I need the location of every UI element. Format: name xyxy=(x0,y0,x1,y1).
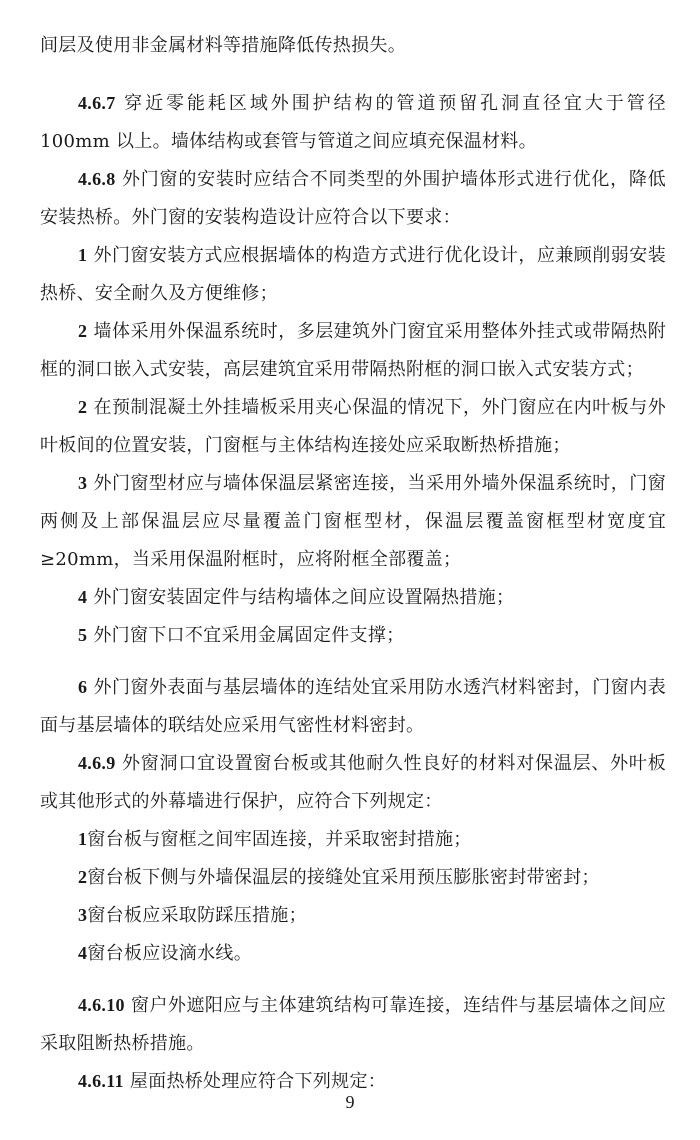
clause-4-6-8 xyxy=(40,160,666,237)
item-number: 2 xyxy=(78,397,88,417)
clause-number: 4.6.10 xyxy=(78,995,125,1015)
item-text: 外门窗型材应与墙体保温层紧密连接，当采用外墙外保温系统时，门窗两侧及上部保温层应尽量覆盖门窗框型材，保温层覆盖窗框型材宽度宜≥20mm，当采用保温附框时，应将附框全部覆盖； xyxy=(40,473,666,570)
clause-text: 外门窗的安装时应结合不同类型的外围护墙体形式进行优化，降低安装热桥。外门窗的安装构造设计应符合以下要求： xyxy=(40,169,666,228)
item-text: 在预制混凝土外挂墙板采用夹心保温的情况下，外门窗应在内叶板与外叶板间的位置安装，门窗框与主体结构连接处应采取断热桥措施； xyxy=(40,397,666,456)
clause-4-6-7 xyxy=(40,84,666,161)
clause-number: 4.6.8 xyxy=(78,169,116,189)
clause-text: 屋面热桥处理应符合下列规定： xyxy=(129,1071,387,1092)
item-number: 6 xyxy=(78,677,88,697)
item-6-sealing xyxy=(40,668,666,745)
item-number: 5 xyxy=(78,625,88,645)
clause-number: 4.6.7 xyxy=(78,93,116,113)
item-3-profile-insulation xyxy=(40,464,666,579)
item-number: 4 xyxy=(78,943,88,963)
item-text: 墙体采用外保温系统时，多层建筑外门窗宜采用整体外挂式或带隔热附框的洞口嵌入式安装，高层建筑宜采用带隔热附框的洞口嵌入式安装方式； xyxy=(40,321,666,380)
item-text: 外门窗安装方式应根据墙体的构造方式进行优化设计，应兼顾削弱安装热桥、安全耐久及方便维修； xyxy=(40,245,666,304)
item-number: 1 xyxy=(78,829,88,849)
item-text: 外门窗下口不宜采用金属固定件支撑； xyxy=(93,625,405,646)
clause-text: 外窗洞口宜设置窗台板或其他耐久性良好的材料对保温层、外叶板或其他形式的外幕墙进行保护，应符合下列规定： xyxy=(40,753,666,812)
item-text: 窗台板应设滴水线。 xyxy=(87,943,253,964)
paragraph-continuation: 间层及使用非金属材料等措施降低传热损失。 xyxy=(40,35,406,56)
item-number: 2 xyxy=(78,321,88,341)
item-text: 外门窗安装固定件与结构墙体之间应设置隔热措施； xyxy=(93,587,515,608)
page-number: 9 xyxy=(345,1092,355,1112)
item-text: 外门窗外表面与基层墙体的连结处宜采用防水透汽材料密封，门窗内表面与基层墙体的联结处应采用气密性材料密封。 xyxy=(40,677,666,736)
clause-number: 4.6.9 xyxy=(78,753,116,773)
item-2-precast-panel xyxy=(40,388,666,465)
item-4-fixing-insulation xyxy=(40,578,666,617)
item-number: 3 xyxy=(78,905,88,925)
item-number: 1 xyxy=(78,245,88,265)
clause-4-6-9 xyxy=(40,744,666,821)
clause-4-6-10 xyxy=(40,986,666,1063)
item-1-mounting-method xyxy=(40,236,666,313)
clause-number: 4.6.11 xyxy=(78,1071,124,1091)
item-2-external-insulation xyxy=(40,312,666,389)
sill-item-4 xyxy=(40,934,666,973)
item-number: 4 xyxy=(78,587,88,607)
item-text: 窗台板下侧与外墙保温层的接缝处宜采用预压膨胀密封带密封； xyxy=(87,867,600,888)
clause-text: 穿近零能耗区域外围护结构的管道预留孔洞直径宜大于管径 100mm 以上。墙体结构或套管与管道之间应填充保温材料。 xyxy=(40,93,666,152)
item-number: 3 xyxy=(78,473,88,493)
item-text: 窗台板与窗框之间牢固连接，并采取密封措施； xyxy=(87,829,472,850)
item-number: 2 xyxy=(78,867,88,887)
sill-item-2 xyxy=(40,858,666,897)
sill-item-1 xyxy=(40,820,666,859)
sill-item-3 xyxy=(40,896,666,935)
clause-text: 窗户外遮阳应与主体建筑结构可靠连接，连结件与基层墙体之间应采取阻断热桥措施。 xyxy=(40,995,666,1054)
item-text: 窗台板应采取防踩压措施； xyxy=(87,905,307,926)
item-5-lower-support xyxy=(40,616,666,655)
